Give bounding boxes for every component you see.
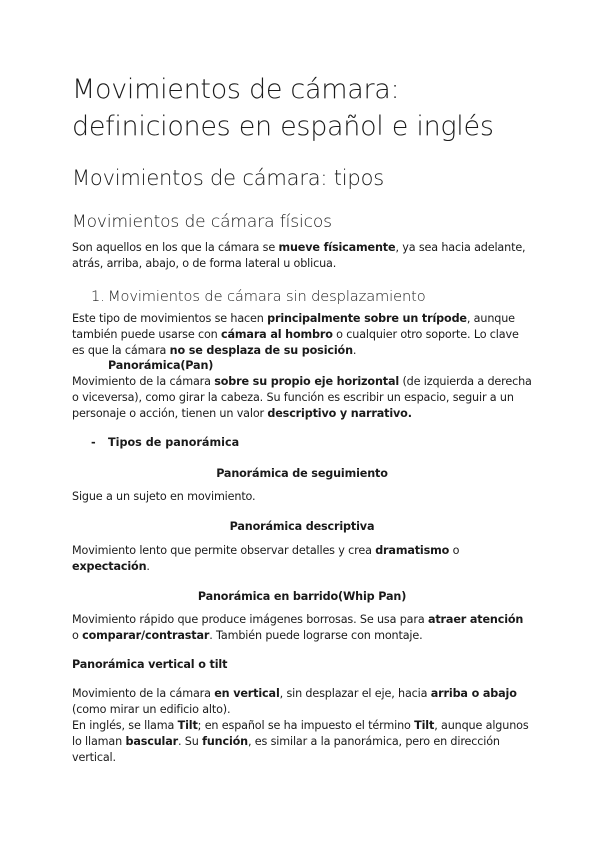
list-item-label: Movimientos de cámara sin desplazamiento bbox=[108, 288, 426, 305]
section-heading-tipos: Movimientos de cámara: tipos bbox=[72, 166, 384, 190]
descriptiva-heading: Panorámica descriptiva bbox=[229, 520, 375, 533]
list-item-sin-desplazamiento bbox=[91, 288, 426, 305]
barrido-heading: Panorámica en barrido(Whip Pan) bbox=[197, 590, 407, 603]
paragraph-pan: Movimiento de la cámara sobre su propio eje horizontal (de izquierda a derecha o viceversa), como girar la cabeza. Su función es escribir un espacio, seguir a un personaje o acción, tienen un valor descriptivo y narrativo. bbox=[72, 375, 532, 420]
subsection-heading-fisicos: Movimientos de cámara físicos bbox=[72, 212, 332, 232]
bullet-dash: - bbox=[91, 436, 96, 449]
tilt-heading: Panorámica vertical o tilt bbox=[72, 658, 228, 671]
paragraph-seguimiento: Sigue a un sujeto en movimiento. bbox=[72, 490, 256, 503]
bullet-label: Tipos de panorámica bbox=[108, 436, 240, 449]
paragraph-tilt: Movimiento de la cámara en vertical, sin desplazar el eje, hacia arriba o abajo (como mirar un edificio alto). bbox=[72, 687, 517, 716]
seguimiento-heading: Panorámica de seguimiento bbox=[216, 467, 388, 480]
pan-heading: Panorámica(Pan) bbox=[108, 359, 214, 372]
document-title: Movimientos de cámara: definiciones en español e inglés bbox=[72, 74, 494, 142]
bullet-tipos-panoramica bbox=[91, 436, 239, 449]
paragraph-barrido: Movimiento rápido que produce imágenes borrosas. Se usa para atraer atención o comparar/contrastar. También puede lograrse con montaje. bbox=[72, 613, 524, 642]
paragraph-tilt-2: En inglés, se llama Tilt; en español se ha impuesto el término Tilt, aunque algunos lo llaman bascular. Su función, es similar a la panorámica, pero en dirección vertical. bbox=[72, 719, 529, 764]
list-number: 1. bbox=[91, 288, 105, 305]
paragraph-descriptiva: Movimiento lento que permite observar detalles y crea dramatismo o expectación. bbox=[72, 544, 460, 573]
paragraph-fisicos: Son aquellos en los que la cámara se mueve físicamente, ya sea hacia adelante, atrás, arriba, abajo, o de forma lateral u oblicua. bbox=[72, 241, 526, 270]
paragraph-sin-desplazamiento: Este tipo de movimientos se hacen principalmente sobre un trípode, aunque también puede usarse con cámara al hombro o cualquier otro soporte. Lo clave es que la cámara no se desplaza de su posición. bbox=[72, 312, 519, 357]
